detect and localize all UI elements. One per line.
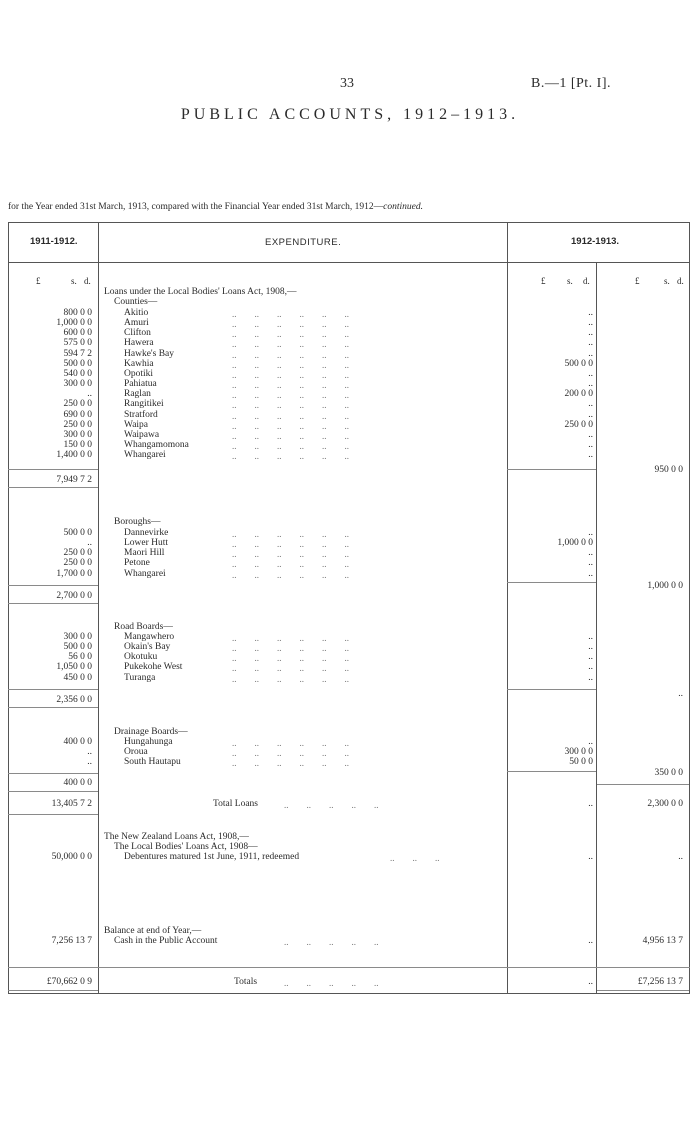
road-boards-prev-total: 2,356 0 0	[56, 695, 92, 705]
row-cur-amount: 200 0 0	[564, 389, 593, 400]
row-cur-amount: ..	[588, 429, 593, 440]
row-name: Mangawhero	[124, 632, 175, 642]
row-name: Pukekohe West	[124, 662, 183, 673]
drainage-cur-subtotal-rule	[507, 771, 596, 772]
document-reference: B.—1 [Pt. I].	[531, 76, 611, 91]
row-name: Dannevirke	[124, 528, 169, 538]
currency-shilling-prev: s.	[71, 276, 77, 286]
row-cur-amount: ..	[588, 409, 593, 420]
row-cur-amount: ..	[588, 737, 593, 747]
row-leader: .. .. .. .. .. ..	[232, 539, 349, 550]
row-leader: .. .. .. .. .. ..	[232, 329, 349, 340]
header-expenditure: EXPENDITURE.	[265, 237, 342, 248]
row-name: Waipawa	[124, 429, 160, 440]
row-leader: .. .. .. .. .. ..	[232, 430, 349, 441]
row-leader: .. .. .. .. .. ..	[232, 390, 349, 401]
row-leader: .. .. .. .. .. ..	[232, 569, 349, 580]
road-boards-cur-total: ..	[678, 689, 683, 699]
row-prev-amount: 250 0 0	[63, 419, 92, 430]
page-title: PUBLIC ACCOUNTS, 1912–1913.	[180, 106, 520, 123]
row-cur-amount: ..	[588, 662, 593, 673]
row-leader: .. .. .. .. .. ..	[232, 663, 349, 674]
row-prev-amount: 250 0 0	[63, 399, 92, 410]
row-prev-amount: ..	[87, 747, 92, 758]
row-prev-amount: ..	[87, 757, 92, 768]
totals-label: Totals	[234, 977, 258, 987]
row-leader: .. .. .. .. .. ..	[232, 369, 349, 380]
row-cur-amount: ..	[588, 558, 593, 569]
row-name: Turanga	[124, 672, 156, 683]
debentures-leader: .. .. ..	[390, 853, 440, 863]
debentures-item: Debentures matured 1st June, 1911, redeemed	[124, 852, 300, 862]
row-prev-amount: 500 0 0	[63, 358, 92, 369]
counties-cur-total: 950 0 0	[654, 465, 683, 475]
col-divider-total	[596, 262, 597, 994]
cash-prev: 7,256 13 7	[51, 936, 92, 946]
currency-pound-total: £	[635, 276, 640, 286]
drainage-boards-heading: Drainage Boards—	[114, 727, 188, 737]
row-name: Oroua	[124, 747, 148, 758]
row-cur-amount: ..	[588, 368, 593, 379]
road-boards-cur-subtotal-rule	[507, 689, 596, 690]
row-leader: .. .. .. .. .. ..	[232, 653, 349, 664]
row-leader: .. .. .. .. .. ..	[232, 420, 349, 431]
row-cur-amount: ..	[588, 568, 593, 579]
row-prev-amount: 400 0 0	[63, 737, 92, 747]
row-prev-amount: 1,700 0 0	[56, 568, 92, 579]
row-prev-amount: 450 0 0	[63, 672, 92, 683]
row-name: Clifton	[124, 328, 151, 339]
row-cur-amount: 1,000 0 0	[557, 538, 593, 549]
row-cur-amount: ..	[588, 672, 593, 683]
totals-double-rule-prev	[8, 990, 98, 991]
row-name: Whangarei	[124, 568, 166, 579]
row-leader: .. .. .. .. .. ..	[232, 643, 349, 654]
row-name: Akitio	[124, 308, 149, 318]
row-prev-amount: 300 0 0	[63, 379, 92, 390]
row-leader: .. .. .. .. .. ..	[232, 349, 349, 360]
row-prev-amount: 594 7 2	[63, 348, 92, 359]
row-leader: .. .. .. .. .. ..	[232, 410, 349, 421]
row-leader: .. .. .. .. .. ..	[232, 440, 349, 451]
total-loans-leader: .. .. .. .. ..	[284, 800, 379, 810]
row-name: Raglan	[124, 389, 151, 400]
boroughs-close-rule	[8, 603, 98, 604]
row-prev-amount: ..	[87, 389, 92, 400]
row-cur-amount: ..	[588, 338, 593, 349]
balance-heading: Balance at end of Year,—	[104, 926, 202, 936]
row-cur-amount: ..	[588, 632, 593, 642]
row-name: South Hautapu	[124, 757, 181, 768]
row-leader: .. .. .. .. .. ..	[232, 319, 349, 330]
loans-heading: Loans under the Local Bodies' Loans Act, 1908,—	[104, 287, 297, 297]
boroughs-prev-total: 2,700 0 0	[56, 591, 92, 601]
row-prev-amount: 150 0 0	[63, 439, 92, 450]
table-bottom-rule	[8, 993, 690, 994]
road-boards-prev-subtotal-rule	[8, 689, 98, 690]
row-leader: .. .. .. .. .. ..	[232, 451, 349, 462]
row-cur-amount: ..	[588, 399, 593, 410]
row-name: Hungahunga	[124, 737, 173, 747]
drainage-prev-total: 400 0 0	[63, 778, 92, 788]
row-name: Amuri	[124, 318, 149, 329]
row-name: Okotuku	[124, 652, 158, 663]
totals-top-rule	[8, 967, 690, 968]
row-prev-amount: 500 0 0	[63, 642, 92, 653]
road-boards-heading: Road Boards—	[114, 622, 173, 632]
row-prev-amount: 1,050 0 0	[56, 662, 92, 673]
row-prev-amount: ..	[87, 538, 92, 549]
row-prev-amount: 1,000 0 0	[56, 318, 92, 329]
row-name: Rangitikei	[124, 399, 164, 410]
row-cur-amount: ..	[588, 642, 593, 653]
row-name: Whangamomona	[124, 439, 189, 450]
total-loans-prev-rule	[8, 814, 98, 815]
row-leader: .. .. .. .. .. ..	[232, 529, 349, 539]
row-name: Maori Hill	[124, 548, 165, 559]
row-prev-amount: 500 0 0	[63, 528, 92, 538]
row-leader: .. .. .. .. .. ..	[232, 633, 349, 643]
row-leader: .. .. .. .. .. ..	[232, 339, 349, 350]
cash-leader: .. .. .. .. ..	[284, 937, 379, 947]
totals-cur: ..	[588, 977, 593, 987]
row-cur-amount: ..	[588, 439, 593, 450]
row-name: Kawhia	[124, 358, 154, 369]
row-name: Petone	[124, 558, 150, 569]
header-1912-1913: 1912-1913.	[571, 236, 620, 247]
row-name: Opotiki	[124, 368, 154, 379]
row-name: Okain's Bay	[124, 642, 171, 653]
table-right-border	[689, 222, 690, 994]
boroughs-cur-subtotal-rule	[507, 582, 596, 583]
currency-pound-prev: £	[36, 276, 41, 286]
row-prev-amount: 690 0 0	[63, 409, 92, 420]
row-cur-amount: ..	[588, 528, 593, 538]
row-leader: .. .. .. .. .. ..	[232, 549, 349, 560]
page-number: 33	[340, 76, 354, 91]
row-cur-amount: ..	[588, 328, 593, 339]
currency-pence-total: d.	[677, 276, 684, 286]
row-leader: .. .. .. .. .. ..	[232, 309, 349, 319]
totals-leader: .. .. .. .. ..	[284, 978, 379, 988]
row-cur-amount: ..	[588, 450, 593, 461]
col-divider-prev	[98, 222, 99, 994]
row-cur-amount: ..	[588, 379, 593, 390]
row-prev-amount: 1,400 0 0	[56, 450, 92, 461]
drainage-prev-subtotal-rule	[8, 773, 98, 774]
row-prev-amount: 300 0 0	[63, 429, 92, 440]
row-prev-amount: 300 0 0	[63, 632, 92, 642]
row-leader: .. .. .. .. .. ..	[232, 359, 349, 370]
boroughs-prev-subtotal-rule	[8, 585, 98, 586]
table-top-rule	[8, 222, 690, 223]
row-prev-amount: 56 0 0	[68, 652, 92, 663]
row-prev-amount: 575 0 0	[63, 338, 92, 349]
row-leader: .. .. .. .. .. ..	[232, 758, 349, 769]
caption-continued: continued.	[383, 202, 424, 212]
row-leader: .. .. .. .. .. ..	[232, 673, 349, 684]
row-leader: .. .. .. .. .. ..	[232, 380, 349, 391]
row-cur-amount: ..	[588, 308, 593, 318]
currency-pound-cur: £	[541, 276, 546, 286]
row-cur-amount: ..	[588, 548, 593, 559]
debentures-prev: 50,000 0 0	[51, 852, 92, 862]
row-prev-amount: 800 0 0	[63, 308, 92, 318]
row-cur-amount: ..	[588, 348, 593, 359]
row-leader: .. .. .. .. .. ..	[232, 559, 349, 570]
row-name: Pahiatua	[124, 379, 157, 390]
row-cur-amount: 500 0 0	[564, 358, 593, 369]
debentures-total: ..	[678, 852, 683, 862]
row-prev-amount: 540 0 0	[63, 368, 92, 379]
counties-prev-total: 7,949 7 2	[56, 475, 92, 485]
row-name: Stratford	[124, 409, 158, 420]
row-prev-amount: 600 0 0	[63, 328, 92, 339]
counties-prev-subtotal-rule	[8, 469, 98, 470]
cash-cur: ..	[588, 936, 593, 946]
currency-shilling-cur: s.	[567, 276, 573, 286]
row-name: Hawera	[124, 338, 154, 349]
row-leader: .. .. .. .. .. ..	[232, 400, 349, 411]
table-caption	[8, 202, 423, 212]
row-name: Hawke's Bay	[124, 348, 174, 359]
totals-total: £7,256 13 7	[637, 977, 683, 987]
counties-close-rule	[8, 487, 98, 488]
row-cur-amount: 250 0 0	[564, 419, 593, 430]
row-name: Waipa	[124, 419, 149, 430]
currency-pence-prev: d.	[84, 276, 91, 286]
debentures-cur: ..	[588, 852, 593, 862]
row-cur-amount: ..	[588, 652, 593, 663]
nz-loans-heading: The New Zealand Loans Act, 1908,—	[104, 832, 249, 842]
totals-prev: £70,662 0 9	[46, 977, 92, 987]
row-cur-amount: 50 0 0	[569, 757, 593, 768]
caption-text: for the Year ended 31st March, 1913, compared with the Financial Year ended 31st March, 1912—	[8, 202, 384, 212]
boroughs-heading: Boroughs—	[114, 517, 161, 527]
cash-public-account-item: Cash in the Public Account	[114, 936, 218, 946]
currency-shilling-total: s.	[664, 276, 670, 286]
nz-local-bodies-heading: The Local Bodies' Loans Act, 1908—	[114, 842, 258, 852]
counties-heading: Counties—	[114, 297, 158, 307]
row-name: Lower Hutt	[124, 538, 169, 549]
header-1911-1912: 1911-1912.	[30, 236, 78, 247]
total-loans-prev: 13,405 7 2	[51, 799, 92, 809]
row-prev-amount: 250 0 0	[63, 548, 92, 559]
total-loans-total: 2,300 0 0	[647, 799, 683, 809]
currency-pence-cur: d.	[583, 276, 590, 286]
counties-cur-subtotal-rule	[507, 469, 596, 470]
drainage-cur-total: 350 0 0	[654, 768, 683, 778]
total-loans-label: Total Loans	[213, 799, 258, 809]
row-prev-amount: 250 0 0	[63, 558, 92, 569]
row-cur-amount: 300 0 0	[564, 747, 593, 758]
row-leader: .. .. .. .. .. ..	[232, 738, 349, 748]
totals-double-rule-total	[597, 990, 689, 991]
total-loans-cur: ..	[588, 799, 593, 809]
right-subtotal-rule	[597, 784, 689, 785]
road-boards-close-rule	[8, 707, 98, 708]
row-cur-amount: ..	[588, 318, 593, 329]
drainage-close-rule	[8, 791, 98, 792]
boroughs-cur-total: 1,000 0 0	[647, 581, 683, 591]
header-rule	[8, 262, 690, 263]
row-leader: .. .. .. .. .. ..	[232, 748, 349, 759]
row-name: Whangarei	[124, 450, 166, 461]
cash-total: 4,956 13 7	[642, 936, 683, 946]
